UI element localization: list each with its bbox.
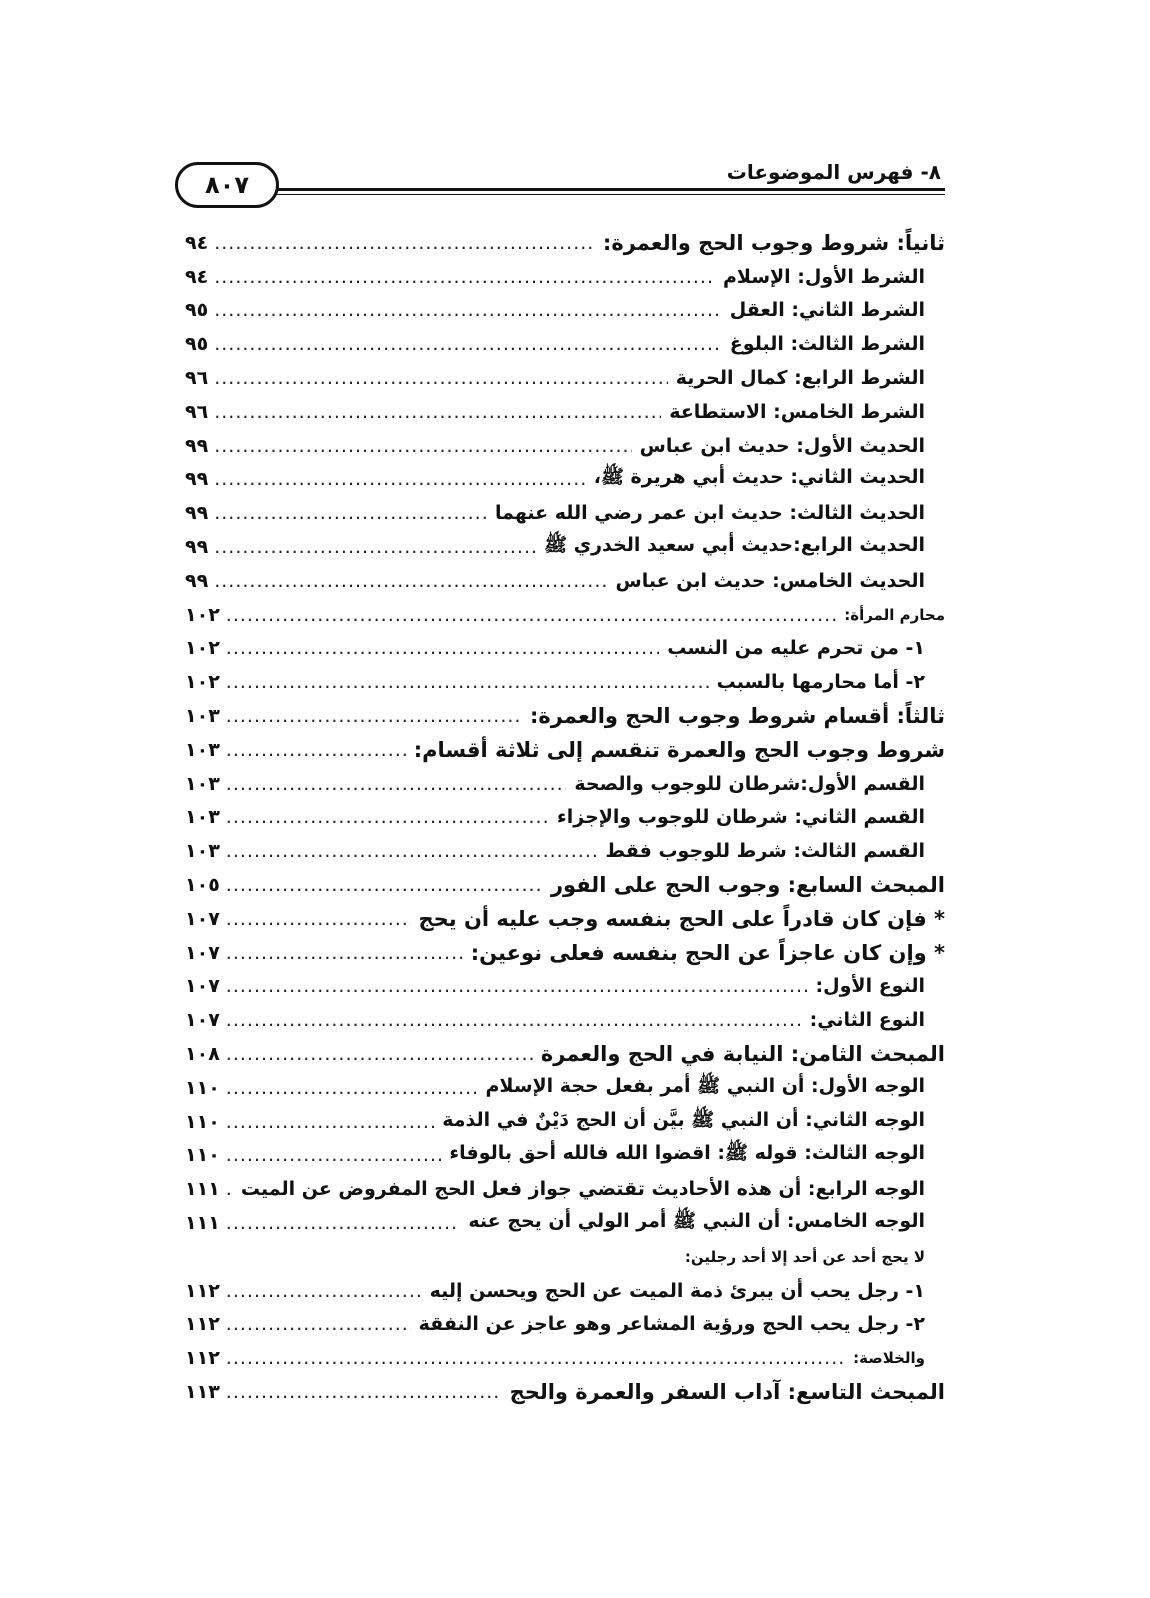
toc-leader-dots <box>226 1111 434 1133</box>
toc-entry-label: النوع الثاني: <box>809 1009 925 1032</box>
toc-entry-page: ٩٩ <box>185 468 209 491</box>
toc-leader-dots <box>226 1178 233 1200</box>
toc-entry-label: الحديث الخامس: حديث ابن عباس <box>615 569 925 592</box>
toc-entry <box>185 801 945 835</box>
toc-entry <box>185 1139 945 1173</box>
toc-entry-page: ١١٠ <box>185 1144 220 1167</box>
toc-leader-dots <box>226 840 598 862</box>
toc-entry <box>185 1240 945 1274</box>
toc-leader-dots <box>226 1144 442 1166</box>
toc-leader-dots <box>214 333 722 355</box>
toc-entry-label: ١- رجل يحب أن يبرئ ذمة الميت عن الحج ويحسن إليه <box>429 1279 925 1302</box>
toc-entry-label: الحديث الرابع:حديث أبي سعيد الخدري ﷺ <box>544 534 925 557</box>
toc-entry-page: ١٠٧ <box>185 1009 220 1032</box>
toc-entry-label: الشرط الرابع: كمال الحرية <box>675 367 925 390</box>
toc-entry <box>185 868 945 902</box>
toc-entry <box>185 632 945 666</box>
toc-entry <box>185 1172 945 1206</box>
toc-entry-label: ٢- رجل يحب الحج ورؤية المشاعر وهو عاجز عن النفقة <box>418 1313 925 1336</box>
toc-entry-page: ١١١ <box>185 1212 220 1234</box>
toc-entry-label: الحديث الثاني: حديث أبي هريرة ﷺ، <box>593 466 925 489</box>
toc-leader-dots <box>214 570 607 592</box>
toc-entry-page: ١٠٣ <box>185 738 220 761</box>
toc-entry-page: ١٠٧ <box>185 975 220 998</box>
toc-leader-dots <box>214 502 487 524</box>
toc-entry-label: النوع الأول: <box>815 975 925 998</box>
toc-entry <box>185 564 945 598</box>
toc-entry-page: ٩٩ <box>185 569 209 592</box>
toc-entry-page: ٩٦ <box>185 400 209 423</box>
toc-leader-dots <box>226 806 549 828</box>
toc-entry <box>185 361 945 395</box>
toc-entry-label: الشرط الخامس: الاستطاعة <box>669 400 925 423</box>
toc-leader-dots <box>214 536 536 558</box>
toc-entry-page: ١١٢ <box>185 1313 220 1336</box>
toc-entry <box>185 226 945 260</box>
toc-entry-label: * وإن كان عاجزاً عن الحج بنفسه فعلى نوعين: <box>470 940 945 965</box>
toc-entry <box>185 327 945 361</box>
toc-entry <box>185 699 945 733</box>
toc-leader-dots <box>214 299 722 321</box>
toc-leader-dots <box>226 773 567 795</box>
toc-entry <box>185 1206 945 1240</box>
toc-entry <box>185 463 945 497</box>
toc-entry-page: ١١٣ <box>185 1380 220 1403</box>
toc-entry <box>185 733 945 767</box>
toc-entry-label: الوجه الرابع: أن هذه الأحاديث تقتضي جواز فعل الحج المفروض عن الميت <box>240 1178 925 1201</box>
toc-entry-page: ٩٥ <box>185 333 209 356</box>
toc-leader-dots <box>226 1009 802 1031</box>
toc-entry <box>185 1308 945 1342</box>
toc-leader-dots <box>226 1077 478 1099</box>
toc-entry-label: * فإن كان قادراً على الحج بنفسه وجب عليه أن يحج <box>418 906 945 931</box>
toc-leader-dots <box>226 1043 533 1065</box>
toc-entry-label: الشرط الثالث: البلوغ <box>729 333 925 356</box>
toc-entry-page: ١٠٢ <box>185 603 220 626</box>
toc-entry-page: ٩٤ <box>185 265 209 288</box>
toc-leader-dots <box>226 874 543 896</box>
toc-leader-dots <box>226 1313 411 1335</box>
toc-entry-label: الوجه الثالث: قوله ﷺ: اقضوا الله فالله أحق بالوفاء <box>449 1142 925 1165</box>
toc-entry-label: شروط وجوب الحج والعمرة تنقسم إلى ثلاثة أقسام: <box>413 737 945 762</box>
toc-entry-page: ١٠٣ <box>185 806 220 829</box>
toc-entry <box>185 496 945 530</box>
toc-entry <box>185 1105 945 1139</box>
toc-entry-label: الحديث الثالث: حديث ابن عمر رضي الله عنهما <box>494 502 925 525</box>
toc-entry-label: ثالثاً: أقسام شروط وجوب الحج والعمرة: <box>530 704 945 729</box>
toc-entry-label: ٢- أما محارمها بالسبب <box>716 671 925 694</box>
toc-entry <box>185 1375 945 1409</box>
toc-entry <box>185 970 945 1004</box>
toc-entry <box>185 902 945 936</box>
toc-entry-label: الوجه الأول: أن النبي ﷺ أمر بفعل حجة الإسلام <box>485 1074 925 1097</box>
toc-entry <box>185 1037 945 1071</box>
toc-entry-label: والخلاصة: <box>853 1349 925 1368</box>
toc-entry-label: القسم الثالث: شرط للوجوب فقط <box>605 840 925 863</box>
toc-entry-page: ١٠٣ <box>185 840 220 863</box>
toc-entry <box>185 665 945 699</box>
toc-entry-page: ١١٠ <box>185 1110 220 1133</box>
toc-leader-dots <box>226 1280 422 1302</box>
toc-entry-label: المبحث التاسع: آداب السفر والعمرة والحج <box>509 1379 945 1404</box>
toc-entry-label: الوجه الخامس: أن النبي ﷺ أمر الولي أن يحج عنه <box>468 1210 925 1232</box>
toc-entry-page: ١٠٨ <box>185 1043 220 1066</box>
toc-entry <box>185 767 945 801</box>
toc-leader-dots <box>214 468 586 490</box>
toc-entry <box>185 834 945 868</box>
toc-leader-dots <box>226 739 406 761</box>
section-title: ٨- فهرس الموضوعات <box>726 160 941 184</box>
toc-entry-page: ١١٢ <box>185 1279 220 1302</box>
toc-leader-dots <box>226 975 808 997</box>
toc-entry <box>185 1071 945 1105</box>
toc-entry-label: القسم الأول:شرطان للوجوب والصحة <box>574 772 925 795</box>
toc-leader-dots <box>226 705 522 727</box>
toc-entry-page: ١٠٧ <box>185 941 220 964</box>
toc-entry-label: لا يحج أحد عن أحد إلا أحد رجلين: <box>684 1247 925 1266</box>
toc-entry <box>185 936 945 970</box>
toc-entry <box>185 530 945 564</box>
toc-leader-dots <box>226 604 836 626</box>
toc-leader-dots <box>226 908 411 930</box>
toc-entry <box>185 429 945 463</box>
header-rule-thin <box>265 194 945 195</box>
toc-entry-page: ١١٢ <box>185 1347 220 1370</box>
toc-leader-dots <box>226 637 659 659</box>
toc-entry-label: ١- من تحرم عليه من النسب <box>667 637 925 660</box>
toc-entry-page: ١١٠ <box>185 1076 220 1099</box>
toc-leader-dots <box>226 1212 461 1234</box>
toc-entry <box>185 395 945 429</box>
toc-entry <box>185 1274 945 1308</box>
toc-entry-page: ١٠٧ <box>185 907 220 930</box>
toc-leader-dots <box>226 1381 502 1403</box>
toc-entry-page: ٩٤ <box>185 231 209 254</box>
toc-leader-dots <box>214 435 631 457</box>
toc-entry <box>185 294 945 328</box>
toc-entry-label: محارم المرأة: <box>844 605 945 624</box>
toc-leader-dots <box>214 266 715 288</box>
toc-entry-label: الشرط الثاني: العقل <box>729 299 925 322</box>
toc-entry-label: المبحث الثامن: النيابة في الحج والعمرة <box>540 1042 945 1067</box>
header-rule-thick <box>265 188 945 191</box>
toc-leader-dots <box>226 1347 845 1369</box>
table-of-contents <box>185 226 945 1409</box>
page-header <box>175 158 945 216</box>
toc-entry <box>185 1341 945 1375</box>
toc-entry-label: المبحث السابع: وجوب الحج على الفور <box>550 873 945 898</box>
page-number: ٨٠٧ <box>175 162 279 208</box>
toc-entry-label: الشرط الأول: الإسلام <box>722 265 925 288</box>
toc-entry <box>185 598 945 632</box>
toc-entry <box>185 260 945 294</box>
toc-leader-dots <box>214 401 661 423</box>
toc-entry-page: ١٠٣ <box>185 705 220 728</box>
toc-entry-page: ١٠٥ <box>185 874 220 897</box>
toc-entry-page: ٩٥ <box>185 299 209 322</box>
toc-entry-page: ٩٩ <box>185 502 209 525</box>
toc-entry-page: ١٠٢ <box>185 637 220 660</box>
toc-entry-page: ١١١ <box>185 1178 220 1201</box>
toc-entry-label: ثانياً: شروط وجوب الحج والعمرة: <box>602 230 945 255</box>
toc-entry-label: الحديث الأول: حديث ابن عباس <box>639 434 925 457</box>
toc-entry-label: القسم الثاني: شرطان للوجوب والإجزاء <box>557 806 925 829</box>
toc-leader-dots <box>226 942 463 964</box>
toc-entry-label: الوجه الثاني: أن النبي ﷺ بيَّن أن الحج دَيْنٌ في الذمة <box>442 1108 925 1131</box>
toc-leader-dots <box>214 232 595 254</box>
toc-leader-dots <box>226 671 709 693</box>
toc-leader-dots <box>214 367 668 389</box>
toc-entry-page: ٩٩ <box>185 536 209 559</box>
toc-entry-page: ٩٩ <box>185 434 209 457</box>
toc-entry <box>185 1003 945 1037</box>
toc-entry-page: ٩٦ <box>185 367 209 390</box>
toc-entry-page: ١٠٢ <box>185 671 220 694</box>
toc-entry-page: ١٠٣ <box>185 772 220 795</box>
